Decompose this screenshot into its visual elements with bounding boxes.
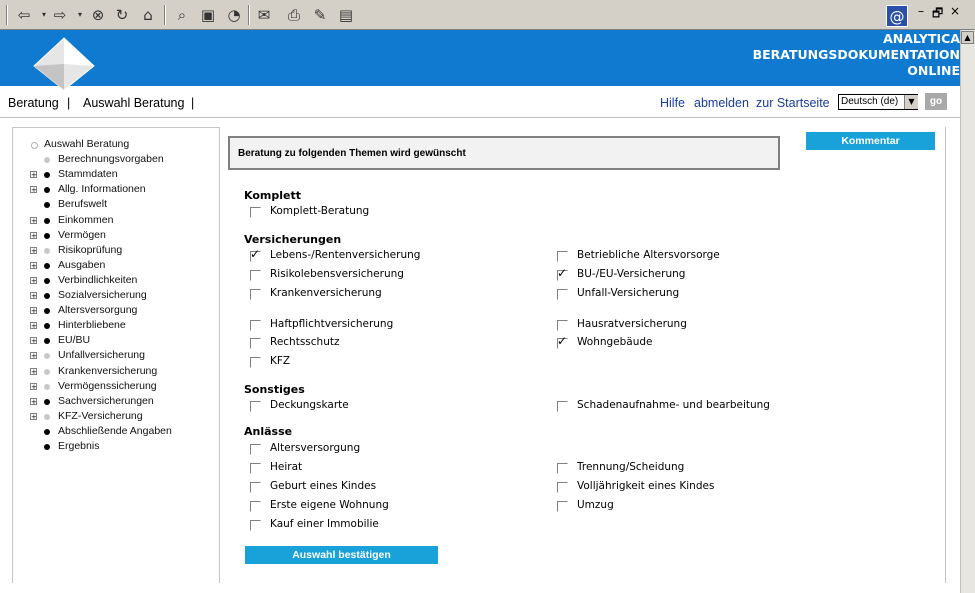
checkbox-box[interactable] bbox=[250, 338, 261, 349]
sidebar-item-label[interactable]: Verbindlichkeiten bbox=[58, 274, 138, 286]
checkbox-altersversorgung[interactable] bbox=[250, 444, 261, 455]
scroll-up-icon[interactable]: ▲ bbox=[961, 31, 974, 44]
favorites-icon[interactable]: ▣ bbox=[200, 6, 216, 24]
sidebar-item-label[interactable]: Berufswelt bbox=[58, 198, 108, 210]
expand-icon[interactable]: + bbox=[31, 217, 37, 225]
expand-icon[interactable]: + bbox=[31, 383, 37, 391]
checkbox-box[interactable] bbox=[250, 270, 261, 281]
checkbox-heirat[interactable] bbox=[250, 463, 261, 474]
checkbox-box[interactable] bbox=[250, 401, 261, 412]
checkbox-rechtsschutz[interactable] bbox=[250, 338, 261, 349]
bullet-icon bbox=[44, 172, 50, 178]
checkbox-box[interactable] bbox=[557, 501, 568, 512]
sidebar-item-label[interactable]: Berechnungsvorgaben bbox=[58, 153, 164, 165]
checkbox-box[interactable] bbox=[557, 289, 568, 300]
option-label[interactable]: Krankenversicherung bbox=[270, 287, 382, 299]
sidebar-item-label[interactable]: Ausgaben bbox=[58, 259, 106, 271]
bullet-icon bbox=[44, 308, 50, 314]
brand-line-2: BERATUNGSDOKUMENTATION bbox=[752, 47, 960, 62]
checkbox-box[interactable] bbox=[250, 444, 261, 455]
history-icon[interactable]: ◔ bbox=[227, 6, 241, 24]
at-icon[interactable]: @ bbox=[886, 5, 908, 27]
check-icon: ✓ bbox=[557, 334, 568, 348]
checkbox-unfall[interactable] bbox=[557, 289, 568, 300]
brand-line-3: ONLINE bbox=[907, 63, 960, 78]
bullet-icon bbox=[44, 278, 50, 284]
bullet-icon bbox=[44, 248, 50, 254]
bullet-icon bbox=[44, 399, 50, 405]
expand-icon[interactable]: + bbox=[31, 398, 37, 406]
print-icon[interactable]: ⎙ bbox=[287, 6, 300, 24]
stop-icon[interactable]: ⊗ bbox=[91, 6, 105, 24]
sidebar-item-label[interactable]: Unfallversicherung bbox=[58, 349, 145, 361]
option-label[interactable]: Schadenaufnahme- und bearbeitung bbox=[577, 399, 770, 411]
expand-icon[interactable]: + bbox=[31, 277, 37, 285]
checkbox-geburt[interactable] bbox=[250, 482, 261, 493]
expand-icon[interactable]: + bbox=[31, 352, 37, 360]
sidebar-item-label[interactable]: Stammdaten bbox=[58, 168, 118, 180]
sidebar-item-label[interactable]: Hinterbliebene bbox=[58, 319, 126, 331]
expand-icon[interactable]: + bbox=[31, 337, 37, 345]
option-label[interactable]: Kauf einer Immobilie bbox=[270, 518, 379, 530]
sidebar-item-label[interactable]: Allg. Informationen bbox=[58, 183, 146, 195]
checkbox-hausrat[interactable] bbox=[557, 320, 568, 331]
option-label[interactable]: Wohngebäude bbox=[577, 336, 653, 348]
option-label[interactable]: Erste eigene Wohnung bbox=[270, 499, 389, 511]
checkbox-komplett-beratung[interactable] bbox=[250, 207, 261, 218]
expand-icon[interactable]: + bbox=[31, 232, 37, 240]
option-label[interactable]: Volljährigkeit eines Kindes bbox=[577, 480, 715, 492]
forward-dropdown-icon[interactable]: ▾ bbox=[77, 10, 82, 19]
expand-icon[interactable]: + bbox=[31, 307, 37, 315]
checkbox-kranken[interactable] bbox=[250, 289, 261, 300]
panel-divider bbox=[945, 127, 946, 583]
brand-line-1: ANALYTICA bbox=[883, 31, 960, 46]
expand-icon[interactable]: + bbox=[31, 262, 37, 270]
breadcrumb-separator: | bbox=[67, 96, 71, 110]
expand-icon[interactable]: + bbox=[31, 368, 37, 376]
confirm-selection-button[interactable]: Auswahl bestätigen bbox=[245, 546, 438, 564]
section-sonstiges: Sonstiges bbox=[244, 383, 305, 396]
help-link[interactable]: Hilfe bbox=[660, 96, 686, 110]
expand-icon[interactable]: + bbox=[31, 322, 37, 330]
logo bbox=[32, 34, 96, 92]
bullet-icon bbox=[44, 369, 50, 375]
checkbox-box[interactable] bbox=[250, 289, 261, 300]
checkbox-box[interactable] bbox=[557, 401, 568, 412]
bullet-icon bbox=[44, 233, 50, 239]
bullet-icon bbox=[44, 157, 50, 163]
sidebar-item-label[interactable]: Altersversorgung bbox=[58, 304, 138, 316]
close-icon[interactable]: × bbox=[950, 4, 961, 18]
home-link[interactable]: zur Startseite bbox=[756, 96, 830, 110]
checkbox-deckungskarte[interactable] bbox=[250, 401, 261, 412]
sidebar-item-label[interactable]: Auswahl Beratung bbox=[44, 138, 130, 150]
expand-icon[interactable]: + bbox=[31, 292, 37, 300]
minimize-icon[interactable]: – bbox=[918, 4, 924, 18]
option-label[interactable]: Betriebliche Altersvorsorge bbox=[577, 249, 720, 261]
sidebar-item-label[interactable]: Einkommen bbox=[58, 214, 114, 226]
option-label[interactable]: Deckungskarte bbox=[270, 399, 349, 411]
option-label[interactable]: BU-/EU-Versicherung bbox=[577, 268, 686, 280]
language-select[interactable]: Deutsch (de) bbox=[838, 94, 918, 110]
checkbox-haftpflicht[interactable] bbox=[250, 320, 261, 331]
checkbox-box[interactable] bbox=[250, 482, 261, 493]
refresh-icon[interactable]: ↻ bbox=[115, 6, 129, 24]
bullet-icon bbox=[44, 187, 50, 193]
mail-icon[interactable]: ✉ bbox=[257, 6, 271, 24]
bullet-icon bbox=[44, 444, 50, 450]
checkbox-box[interactable] bbox=[557, 482, 568, 493]
checkbox-schadenaufnahme[interactable] bbox=[557, 401, 568, 412]
expand-icon[interactable]: + bbox=[31, 171, 37, 179]
search-icon[interactable]: ⌕ bbox=[177, 6, 187, 24]
browser-toolbar bbox=[0, 0, 975, 30]
back-dropdown-icon[interactable]: ▾ bbox=[41, 10, 46, 19]
home-icon[interactable]: ⌂ bbox=[143, 6, 153, 24]
option-label[interactable]: Trennung/Scheidung bbox=[577, 461, 685, 473]
edit-icon[interactable]: ✎ bbox=[313, 6, 327, 24]
bullet-icon bbox=[44, 414, 50, 420]
checkbox-kfz[interactable] bbox=[250, 357, 261, 368]
bullet-icon bbox=[31, 142, 38, 149]
checkbox-box[interactable] bbox=[557, 251, 568, 262]
sidebar-item-label[interactable]: Vermögenssicherung bbox=[58, 380, 157, 392]
section-komplett: Komplett bbox=[244, 189, 301, 202]
option-label[interactable]: Hausratversicherung bbox=[577, 318, 687, 330]
option-label[interactable]: Heirat bbox=[270, 461, 303, 473]
checkbox-trennung[interactable] bbox=[557, 463, 568, 474]
bullet-icon bbox=[44, 338, 50, 344]
checkbox-box[interactable] bbox=[250, 207, 261, 218]
bullet-icon bbox=[44, 384, 50, 390]
checkbox-risikoleben[interactable] bbox=[250, 270, 261, 281]
option-label[interactable]: Altersversorgung bbox=[270, 442, 361, 454]
breadcrumb-beratung[interactable]: Beratung bbox=[8, 96, 59, 110]
checkbox-box[interactable] bbox=[250, 320, 261, 331]
bullet-icon bbox=[44, 218, 50, 224]
bullet-icon bbox=[44, 293, 50, 299]
option-label[interactable]: KFZ bbox=[270, 355, 291, 367]
check-icon: ✓ bbox=[557, 266, 568, 280]
checkbox-box[interactable] bbox=[250, 357, 261, 368]
checkbox-umzug[interactable] bbox=[557, 501, 568, 512]
sidebar-item-label[interactable]: Krankenversicherung bbox=[58, 365, 158, 377]
section-versicherungen: Versicherungen bbox=[244, 233, 342, 246]
checkbox-immobilie[interactable] bbox=[250, 520, 261, 531]
option-label[interactable]: Unfall-Versicherung bbox=[577, 287, 680, 299]
option-label[interactable]: Komplett-Beratung bbox=[270, 205, 370, 217]
sidebar-item-label[interactable]: KFZ-Versicherung bbox=[58, 410, 143, 422]
breadcrumb-separator: | bbox=[191, 96, 195, 110]
option-label[interactable]: Lebens-/Rentenversicherung bbox=[270, 249, 421, 261]
bullet-icon bbox=[44, 353, 50, 359]
chevron-down-icon[interactable]: ▼ bbox=[904, 95, 918, 109]
sidebar-item-label[interactable]: Sachversicherungen bbox=[58, 395, 154, 407]
checkbox-box[interactable] bbox=[557, 463, 568, 474]
expand-icon[interactable]: + bbox=[31, 413, 37, 421]
forward-icon[interactable]: ⇨ bbox=[53, 6, 67, 24]
sidebar-item-label[interactable]: EU/BU bbox=[58, 334, 91, 346]
bullet-icon bbox=[44, 429, 50, 435]
option-label[interactable]: Rechtsschutz bbox=[270, 336, 340, 348]
bullet-icon bbox=[44, 263, 50, 269]
expand-icon[interactable]: + bbox=[31, 186, 37, 194]
bullet-icon bbox=[44, 323, 50, 329]
checkbox-bu-eu[interactable] bbox=[557, 266, 568, 281]
option-label[interactable]: Umzug bbox=[577, 499, 614, 511]
checkbox-box[interactable] bbox=[250, 501, 261, 512]
toolbar-separator bbox=[248, 5, 250, 25]
discuss-icon[interactable]: ▤ bbox=[338, 6, 354, 24]
checkbox-box[interactable] bbox=[250, 520, 261, 531]
logout-link[interactable]: abmelden bbox=[694, 96, 749, 110]
checkbox-betriebliche[interactable] bbox=[557, 251, 568, 262]
toolbar-separator bbox=[164, 5, 166, 25]
section-anlaesse: Anlässe bbox=[244, 425, 293, 438]
restore-icon[interactable]: 🗗 bbox=[932, 6, 944, 20]
sidebar-item-label[interactable]: Abschließende Angaben bbox=[58, 425, 172, 437]
comment-button[interactable]: Kommentar bbox=[806, 132, 935, 150]
back-icon[interactable]: ⇦ bbox=[17, 6, 31, 24]
bullet-icon bbox=[44, 202, 50, 208]
sidebar-item-label[interactable]: Risikoprüfung bbox=[58, 244, 123, 256]
topic-header: Beratung zu folgenden Themen wird gewünscht bbox=[238, 148, 466, 159]
checkbox-erste-wohnung[interactable] bbox=[250, 501, 261, 512]
option-label[interactable]: Haftpflichtversicherung bbox=[270, 318, 394, 330]
checkbox-lebens[interactable] bbox=[250, 247, 261, 262]
toolbar-separator bbox=[6, 5, 8, 25]
header-banner bbox=[0, 30, 960, 86]
sidebar-item-label[interactable]: Ergebnis bbox=[58, 440, 100, 452]
sidebar-item-label[interactable]: Sozialversicherung bbox=[58, 289, 147, 301]
option-label[interactable]: Geburt eines Kindes bbox=[270, 480, 377, 492]
checkbox-box[interactable] bbox=[557, 320, 568, 331]
checkbox-volljaehrigkeit[interactable] bbox=[557, 482, 568, 493]
sidebar-item-label[interactable]: Vermögen bbox=[58, 229, 106, 241]
expand-icon[interactable]: + bbox=[31, 247, 37, 255]
go-button[interactable]: go bbox=[925, 93, 947, 110]
vertical-scrollbar[interactable] bbox=[960, 30, 975, 593]
checkbox-box[interactable] bbox=[250, 463, 261, 474]
checkbox-wohngebaeude[interactable] bbox=[557, 334, 568, 349]
check-icon: ✓ bbox=[250, 247, 261, 261]
option-label[interactable]: Risikolebensversicherung bbox=[270, 268, 404, 280]
breadcrumb-auswahl-beratung[interactable]: Auswahl Beratung bbox=[83, 96, 185, 110]
